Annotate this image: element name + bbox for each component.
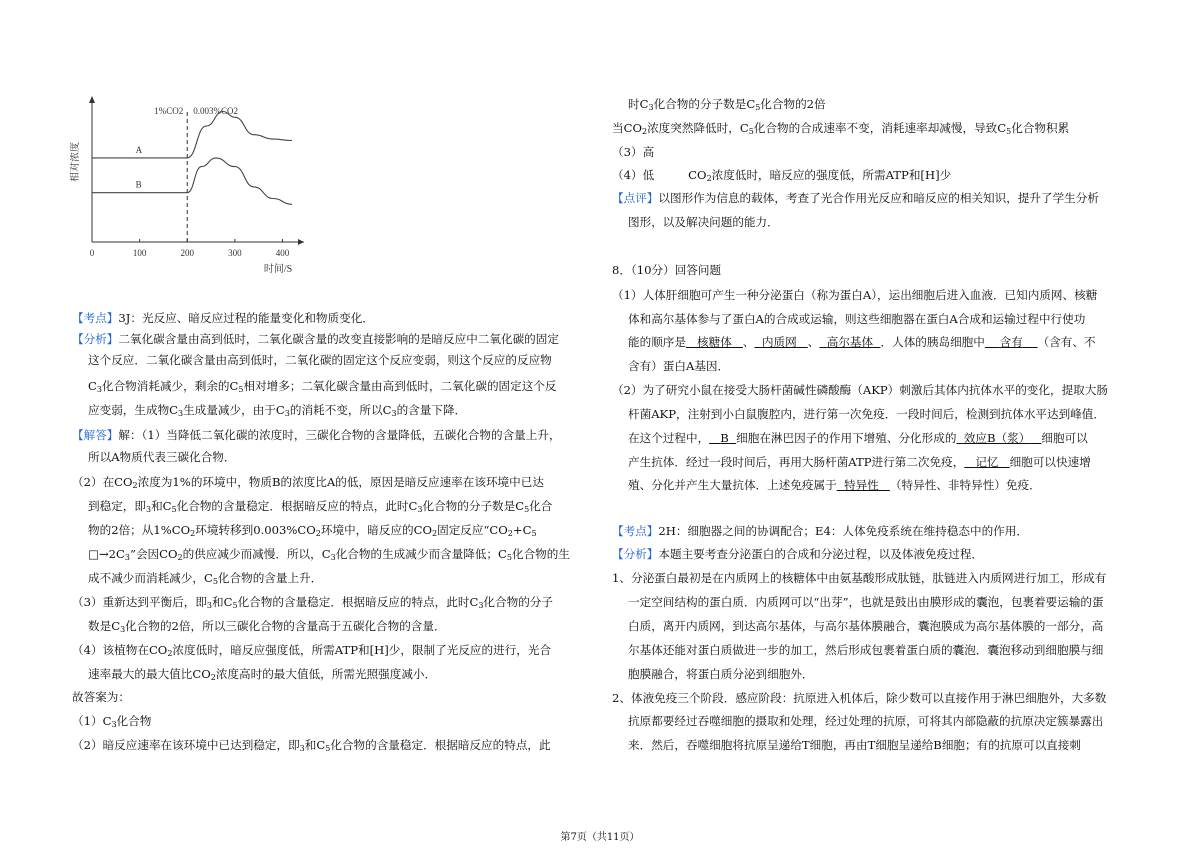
s1-line-2: 一定空间结构的蛋白质．内质网可以“出芽”，也就是鼓出由膜形成的囊泡，包裹着要运输的蛋 (628, 595, 1104, 609)
text: B (720, 431, 729, 445)
text: 化合物积累 (1011, 121, 1070, 135)
text: 时C (628, 97, 649, 111)
x-axis-label: 时间/S (263, 264, 293, 275)
text: 细胞可以快速增 (1009, 455, 1091, 469)
x-tick-label: 0 (89, 248, 95, 258)
text: 效应B（浆） (963, 431, 1031, 445)
q8-1-line-1: （1）人体肝细胞可产生一种分泌蛋白（称为蛋白A），运出细胞后进入血液．已知内质网、核糖 (612, 288, 1098, 302)
r-line-1 (628, 96, 826, 112)
subscript: 5 (506, 553, 512, 562)
text: □→2C (88, 547, 125, 561)
subscript: 3 (478, 601, 484, 610)
text: 内质网 (761, 335, 797, 349)
subscript: 3 (145, 505, 152, 514)
p2-line-3 (88, 522, 537, 538)
text: 浓度低时，暗反应强度低，所需ATP和[H]少，限制了光反应的进行，光合 (172, 643, 552, 657)
jieda-text: 解：（1）当降低二氧化碳的浓度时，三碳化合物的含量降低，五碳化合物的含量上升， (118, 428, 561, 442)
p2-line-2 (88, 498, 552, 514)
subscript: 5 (212, 577, 218, 586)
answer-blank (755, 335, 808, 349)
fenxi-tag: 【分析】 (612, 547, 659, 561)
s1-line-3: 白质，离开内质网，到达高尔基体，与高尔基体膜融合，囊泡膜成为高尔基体膜的一部分，高 (628, 619, 1104, 633)
text: 速率最大的最大值比CO (88, 667, 211, 681)
text: 应变弱，生成物C (88, 403, 179, 417)
q8-1-line-3: 能的顺序是 核糖体 、 内质网 、 高尔基体 ．人体的胰岛细胞中 含有 （含有、不 (628, 335, 1096, 349)
text: 殖、分化并产生大量抗体．上述免疫属于 (628, 478, 837, 492)
text: 的供应减少而减慢．所以，C (182, 547, 331, 561)
text: 化合物的生 (511, 547, 570, 561)
text: 固定反应“CO (437, 523, 508, 537)
text: 细胞可以 (1041, 431, 1088, 445)
text: 环境转移到0.003%CO (195, 523, 316, 537)
s1-line-1: 1、分泌蛋白最初是在内质网上的核糖体中由氨基酸形成肽链，肽链进入内质网进行加工，形成有 (612, 571, 1107, 585)
text: 化合物的分子数是C (653, 97, 756, 111)
text: 本题主要考查分泌蛋白的合成和分泌过程，以及体液免疫过程． (658, 547, 984, 561)
subscript: 3 (417, 505, 423, 514)
s2-line-3: 来．然后，吞噬细胞将抗原呈递给T细胞，再由T细胞呈递给B细胞；有的抗原可以直接刺 (628, 738, 1081, 752)
text: 化合物的生成减少而含量降低；C (335, 547, 507, 561)
text: 环境中，暗反应的CO (320, 523, 433, 537)
text: 所以A物质代表三碳化合物． (88, 450, 236, 464)
x-tick-label: 400 (275, 248, 290, 258)
text: 和C (212, 595, 233, 609)
jieda-line (72, 427, 561, 443)
fenxi-line-3 (88, 378, 557, 394)
subscript: 5 (748, 127, 754, 136)
series-line-B (92, 158, 292, 204)
text: 化合物的2倍 (760, 97, 826, 111)
text: 浓度突然降低时，C (647, 121, 749, 135)
subscript: 5 (755, 103, 761, 112)
text: 化合物的分子数是C (422, 499, 525, 513)
dianping-tag: 【点评】 (612, 191, 659, 205)
p4-line-1 (72, 642, 551, 658)
q8-1-line-4: 含有）蛋白A基因． (628, 359, 730, 373)
text: 化合物的2倍，所以三碳化合物的含量高于五碳化合物的含量． (125, 619, 446, 633)
text: 核糖体 (697, 335, 732, 349)
series-line-A (92, 112, 292, 158)
jieda-line-2 (88, 449, 236, 465)
subscript: 2 (177, 553, 183, 562)
text: 在这个过程中， (628, 431, 710, 445)
subscript: 3 (111, 720, 117, 729)
subscript: 5 (524, 505, 530, 514)
text: 浓度高时的最大值低，所需光照强度减小． (215, 667, 437, 681)
answer-blank (956, 431, 1041, 445)
text: CO (688, 168, 707, 182)
q8-2-line-1: （2）为了研究小鼠在接受大肠杆菌碱性磷酸酶（AKP）刺激后其体内抗体水平的变化，提取大肠 (612, 383, 1108, 397)
text: C (88, 379, 97, 393)
answer-blank (686, 335, 743, 349)
subscript: 2 (641, 127, 648, 136)
answer-blank (819, 335, 880, 349)
text: 当CO (612, 121, 642, 135)
p3-line-2 (88, 618, 446, 634)
text: 数是C (88, 619, 121, 633)
page-footer: 第7页（共11页） (560, 832, 640, 843)
p2-line-1 (72, 474, 544, 490)
question-8-title: 8．（10分）回答问题 (612, 263, 722, 277)
x-tick-label: 300 (228, 248, 242, 258)
text: 化合物的含量稳定．根据暗反应的特点，此时C (176, 499, 418, 513)
q8-2-line-4 (628, 454, 1091, 470)
dianping-line (612, 190, 1099, 206)
answer-1 (72, 713, 151, 729)
subscript: 5 (531, 529, 537, 538)
p2-line-4 (88, 546, 570, 562)
text: （2）暗反应速率在该环境中已达到稳定，即 (72, 738, 300, 752)
text: 化合物的含量稳定．根据暗反应的特点，此时C (237, 595, 479, 609)
text: 化合 (529, 499, 553, 513)
text: +C (512, 523, 532, 537)
fenxi-line-2 (88, 352, 552, 368)
text: （含有、不 (1037, 335, 1096, 349)
subscript: 2 (432, 529, 438, 538)
text: 和C (304, 738, 326, 752)
text: （4）低 (612, 168, 655, 182)
subscript: 3 (120, 625, 126, 634)
s1-line-4: 尔基体还能对蛋白质做进一步的加工，然后形成包裹着蛋白质的囊泡．囊泡移动到细胞膜与细 (628, 643, 1104, 657)
dianping-line-2: 图形，以及解决问题的能力． (628, 215, 779, 229)
q8-2-line-3 (628, 430, 1088, 446)
kaodian-tag: 【考点】 (72, 311, 119, 325)
text: 化合物的分子 (483, 595, 553, 609)
series-label-B: B (135, 179, 142, 190)
text: 特异性 (844, 478, 879, 492)
kaodian-line (72, 310, 374, 326)
text: 高尔基体 (826, 335, 874, 349)
annotation-0003pct-co2: 0.003%CO2 (193, 106, 238, 116)
answer-blank (985, 335, 1038, 349)
subscript: 3 (648, 103, 654, 112)
s1-line-5: 胞膜融合，将蛋白质分泌到细胞外． (628, 667, 814, 681)
x-tick-label: 200 (180, 248, 194, 258)
fenxi-line (72, 331, 559, 347)
p4-line-2 (88, 666, 436, 682)
subscript: 2 (507, 529, 513, 538)
y-axis-arrow (89, 96, 95, 103)
text: 和C (151, 499, 172, 513)
subscript: 2 (167, 649, 173, 658)
kaodian-text: 3J：光反应、暗反应过程的能量变化和物质变化． (118, 311, 374, 325)
text: 浓度为1%的环境中，物质B的浓度比A的低，原因是暗反应速率在该环境中已达 (137, 475, 544, 489)
text: 浓度低时，暗反应的强度低，所需ATP和[H]少 (711, 168, 952, 182)
x-axis-arrow (298, 239, 304, 245)
text: 成不减少而消耗减少，C (88, 571, 213, 585)
subscript: 2 (210, 673, 216, 682)
subscript: 3 (124, 553, 131, 562)
r-line-3: （3）高 (612, 145, 655, 159)
text: ”会因CO (130, 547, 178, 561)
y-axis-label: 相对浓度 (70, 142, 81, 182)
text: 2H：细胞器之间的协调配合；E4：人体免疫系统在维持稳态中的作用． (658, 524, 1028, 538)
text: 物的2倍；从1%CO (88, 523, 191, 537)
subscript: 3 (206, 601, 213, 610)
answer-blank (964, 455, 1009, 469)
fenxi-text: 这个反应．二氧化碳含量由高到低时，二氧化碳的固定这个反应变弱，则这个反应的反应物 (88, 353, 552, 367)
concentration-chart (70, 92, 310, 278)
series-label-A: A (135, 144, 143, 155)
text: 产生抗体．经过一段时间后，再用大肠杆菌ATP进行第二次免疫， (628, 455, 965, 469)
text: 的消耗不变，所以C (289, 403, 392, 417)
s2-line-1: 2、体液免疫三个阶段．感应阶段：抗原进入机体后，除少数可以直接作用于淋巴细胞外，大多数 (612, 691, 1107, 705)
text: （4）该植物在CO (72, 643, 168, 657)
subscript: 3 (178, 409, 184, 418)
subscript: 5 (1006, 127, 1012, 136)
kaodian-tag: 【考点】 (612, 524, 659, 538)
text: 化合物消耗减少，剩余的C (101, 379, 239, 393)
subscript: 3 (299, 744, 305, 753)
r-line-4 (612, 167, 951, 183)
text: （1）C (72, 714, 112, 728)
fenxi-text: 二氧化碳含量由高到低时，二氧化碳含量的改变直接影响的是暗反应中二氧化碳的固定 (118, 332, 559, 346)
subscript: 3 (330, 553, 336, 562)
text: （3）重新达到平衡后，即 (72, 595, 207, 609)
text: ．人体的胰岛细胞中 (880, 335, 985, 349)
q8-2-line-2: 杆菌AKP，注射到小白鼠腹腔内，进行第一次免疫．一段时间后，检测到抗体水平达到峰值． (628, 407, 1105, 421)
kaodian-line-8 (612, 523, 1028, 539)
s2-line-2: 抗原都要经过吞噬细胞的摄取和处理，经过处理的抗原，可将其内部隐蔽的抗原决定簇暴露出 (628, 714, 1104, 728)
text: 化合物的合成速率不变，消耗速率却减慢，导致C (753, 121, 1007, 135)
answer-blank (837, 478, 890, 492)
text: 以图形作为信息的载体，考查了光合作用光反应和暗反应的相关知识，提升了学生分析 (658, 191, 1099, 205)
text: 能的顺序是 (628, 335, 686, 349)
text: 记忆 (975, 455, 999, 469)
subscript: 2 (315, 529, 321, 538)
text: 化合物的含量稳定．根据暗反应的特点，此 (330, 738, 551, 752)
x-tick-label: 100 (132, 248, 147, 258)
fenxi-line-4 (88, 402, 466, 418)
r-line-2 (612, 120, 1069, 136)
subscript: 2 (132, 481, 138, 490)
q8-2-line-5 (628, 477, 1041, 493)
subscript: 3 (284, 409, 290, 418)
subscript: 3 (96, 385, 102, 394)
text: （特异性、非特异性）免疫． (889, 478, 1041, 492)
text: 到稳定，即 (88, 499, 146, 513)
p3-line-1 (72, 594, 553, 610)
answer-2 (72, 737, 551, 753)
subscript: 2 (190, 529, 196, 538)
text: （2）在CO (72, 475, 133, 489)
text: 细胞在淋巴因子的作用下增殖、分化形成的 (736, 431, 957, 445)
text: 化合物的含量上升． (217, 571, 323, 585)
subscript: 5 (325, 744, 331, 753)
jieda-tag: 【解答】 (72, 428, 119, 442)
text: 化合物 (116, 714, 152, 728)
subscript: 5 (171, 505, 177, 514)
text: 生成量减少，由于C (183, 403, 285, 417)
fenxi-tag: 【分析】 (72, 332, 119, 346)
answer-blank (709, 431, 736, 445)
subscript: 3 (391, 409, 397, 418)
subscript: 5 (232, 601, 238, 610)
text: 含有 (999, 335, 1023, 349)
text: 的含量下降． (396, 403, 467, 417)
p2-line-5 (88, 570, 322, 586)
subscript: 2 (706, 174, 712, 183)
answer-title: 故答案为： (72, 690, 130, 704)
q8-1-line-2: 体和高尔基体参与了蛋白A的合成或运输，则这些细胞器在蛋白A合成和运输过程中行使功 (628, 312, 1086, 326)
text: 相对增多；二氧化碳含量由高到低时，二氧化碳的固定这个反 (243, 379, 557, 393)
annotation-1pct-co2: 1%CO2 (154, 106, 184, 116)
subscript: 5 (238, 385, 244, 394)
fenxi-line-8 (612, 546, 983, 562)
